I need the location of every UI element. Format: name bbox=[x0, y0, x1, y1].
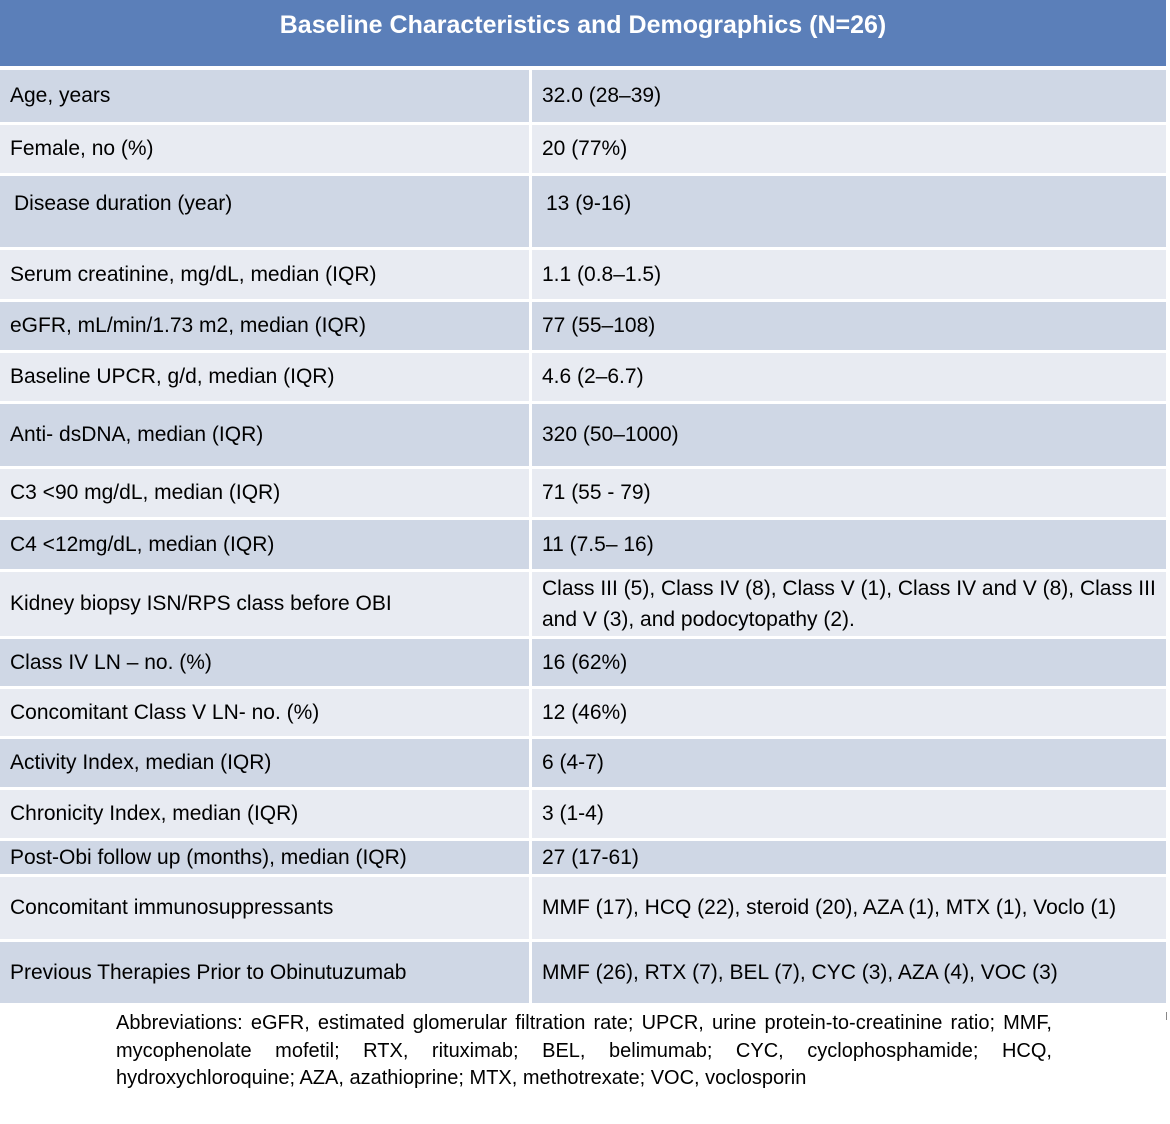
table-row bbox=[0, 123, 1166, 174]
row-value: 6 (4-7) bbox=[531, 737, 1167, 788]
row-label: Previous Therapies Prior to Obinutuzumab bbox=[0, 940, 531, 1004]
table-row bbox=[0, 788, 1166, 839]
row-value: 71 (55 - 79) bbox=[531, 467, 1167, 518]
row-label: Activity Index, median (IQR) bbox=[0, 737, 531, 788]
row-value: 20 (77%) bbox=[531, 123, 1167, 174]
row-label: Disease duration (year) bbox=[0, 174, 531, 248]
table-row bbox=[0, 737, 1166, 788]
table-row bbox=[0, 637, 1166, 687]
row-value: 12 (46%) bbox=[531, 687, 1167, 737]
abbreviations-footnote: Abbreviations: eGFR, estimated glomerular filtration rate; UPCR, urine protein-to-creatinine ratio; MMF, mycophenolate mofetil; RTX, rituximab; BEL, belimumab; CYC, cyclophosphamide; HCQ, hydroxychloroquine; AZA, azathioprine; MTX, methotrexate; VOC, voclosporin bbox=[116, 1012, 1052, 1089]
row-value: 11 (7.5– 16) bbox=[531, 518, 1167, 570]
table-row bbox=[0, 839, 1166, 875]
row-value: Class III (5), Class IV (8), Class V (1), Class IV and V (8), Class III and V (3), and podocytopathy (2). bbox=[531, 570, 1167, 637]
table-row bbox=[0, 570, 1166, 637]
row-value: MMF (17), HCQ (22), steroid (20), AZA (1), MTX (1), Voclo (1) bbox=[531, 875, 1167, 940]
table-row bbox=[0, 300, 1166, 351]
row-value: 13 (9-16) bbox=[531, 174, 1167, 248]
table-title: Baseline Characteristics and Demographics (N=26) bbox=[0, 0, 1166, 66]
table-row bbox=[0, 467, 1166, 518]
edge-mark bbox=[1166, 1012, 1167, 1020]
table-row bbox=[0, 940, 1166, 1004]
row-label: Age, years bbox=[0, 70, 531, 123]
table-row bbox=[0, 402, 1166, 467]
row-value: 3 (1-4) bbox=[531, 788, 1167, 839]
row-value: 320 (50–1000) bbox=[531, 402, 1167, 467]
row-label: Concomitant immunosuppressants bbox=[0, 875, 531, 940]
row-value: 32.0 (28–39) bbox=[531, 70, 1167, 123]
row-label: eGFR, mL/min/1.73 m2, median (IQR) bbox=[0, 300, 531, 351]
row-label: Post-Obi follow up (months), median (IQR) bbox=[0, 839, 531, 875]
row-label: Class IV LN – no. (%) bbox=[0, 637, 531, 687]
row-label: C3 <90 mg/dL, median (IQR) bbox=[0, 467, 531, 518]
row-label: Female, no (%) bbox=[0, 123, 531, 174]
row-value: MMF (26), RTX (7), BEL (7), CYC (3), AZA (4), VOC (3) bbox=[531, 940, 1167, 1004]
row-value: 77 (55–108) bbox=[531, 300, 1167, 351]
table-row bbox=[0, 248, 1166, 300]
baseline-characteristics-table bbox=[0, 70, 1166, 1006]
table-row bbox=[0, 174, 1166, 248]
row-value: 4.6 (2–6.7) bbox=[531, 351, 1167, 402]
row-label: Chronicity Index, median (IQR) bbox=[0, 788, 531, 839]
table-row bbox=[0, 70, 1166, 123]
table-row bbox=[0, 687, 1166, 737]
table-row bbox=[0, 351, 1166, 402]
row-label: Baseline UPCR, g/d, median (IQR) bbox=[0, 351, 531, 402]
table-row bbox=[0, 518, 1166, 570]
row-label: Kidney biopsy ISN/RPS class before OBI bbox=[0, 570, 531, 637]
row-value: 27 (17-61) bbox=[531, 839, 1167, 875]
table-row bbox=[0, 875, 1166, 940]
row-label: Concomitant Class V LN- no. (%) bbox=[0, 687, 531, 737]
row-label: Serum creatinine, mg/dL, median (IQR) bbox=[0, 248, 531, 300]
row-label: C4 <12mg/dL, median (IQR) bbox=[0, 518, 531, 570]
row-value: 16 (62%) bbox=[531, 637, 1167, 687]
row-value: 1.1 (0.8–1.5) bbox=[531, 248, 1167, 300]
row-label: Anti- dsDNA, median (IQR) bbox=[0, 402, 531, 467]
